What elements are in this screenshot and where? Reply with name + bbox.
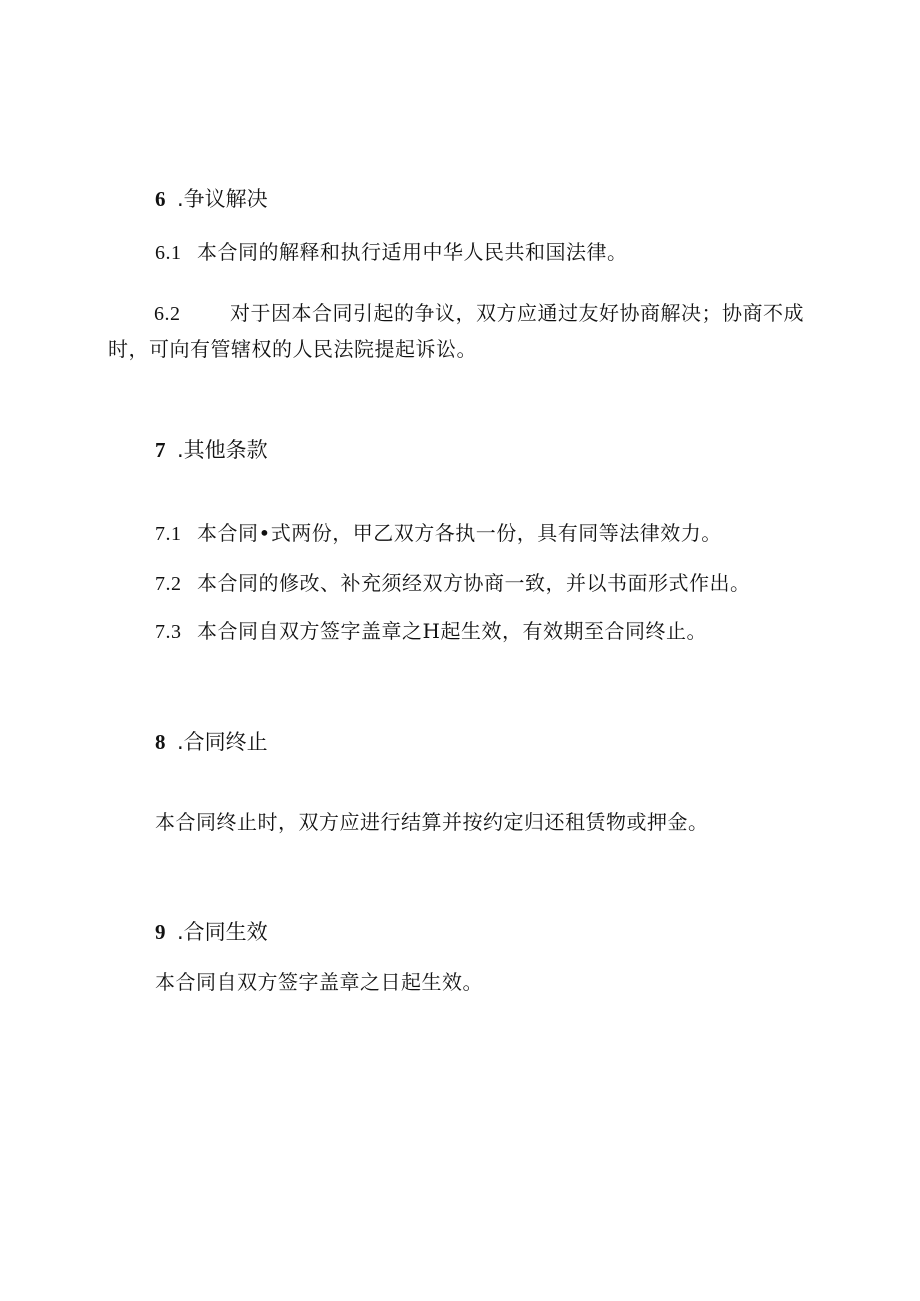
- clause-text: 本合同•式两份，甲乙双方各执一份，具有同等法律效力。: [197, 521, 722, 545]
- section-number: 9: [155, 920, 166, 944]
- clause-7-2: [155, 567, 751, 596]
- clause-7-1: [155, 517, 722, 546]
- section-number: 6: [155, 187, 166, 211]
- section-title: .争议解决: [177, 187, 268, 211]
- section-heading-7: [155, 434, 268, 464]
- clause-number: 7.1: [155, 523, 182, 545]
- section-8-body: 本合同终止时，双方应进行结算并按约定归还租赁物或押金。: [155, 810, 709, 834]
- section-number: 7: [155, 438, 166, 462]
- clause-number: 7.3: [155, 621, 182, 643]
- section-heading-8: [155, 726, 268, 756]
- clause-number: 6.1: [155, 242, 182, 264]
- clause-number: 6.2: [154, 303, 181, 325]
- clause-text: 本合同的解释和执行适用中华人民共和国法律。: [197, 240, 628, 264]
- clause-text: 对于因本合同引起的争议，双方应通过友好协商解决；协商不成时，可向有管辖权的人民法院提起诉讼。: [108, 301, 804, 361]
- section-heading-9: [155, 916, 268, 946]
- clause-6-1: [155, 236, 628, 265]
- clause-7-3: [155, 615, 707, 644]
- clause-6-2: [108, 296, 828, 367]
- section-heading-6: [155, 183, 268, 213]
- section-title: .合同生效: [177, 920, 268, 944]
- section-9-body: 本合同自双方签字盖章之日起生效。: [155, 970, 483, 994]
- clause-text: 本合同的修改、补充须经双方协商一致，并以书面形式作出。: [197, 571, 751, 595]
- clause-number: 7.2: [155, 573, 182, 595]
- section-title: .其他条款: [177, 438, 268, 462]
- section-title: .合同终止: [177, 730, 268, 754]
- clause-text: 本合同自双方签字盖章之H起生效，有效期至合同终止。: [197, 619, 707, 643]
- section-number: 8: [155, 730, 166, 754]
